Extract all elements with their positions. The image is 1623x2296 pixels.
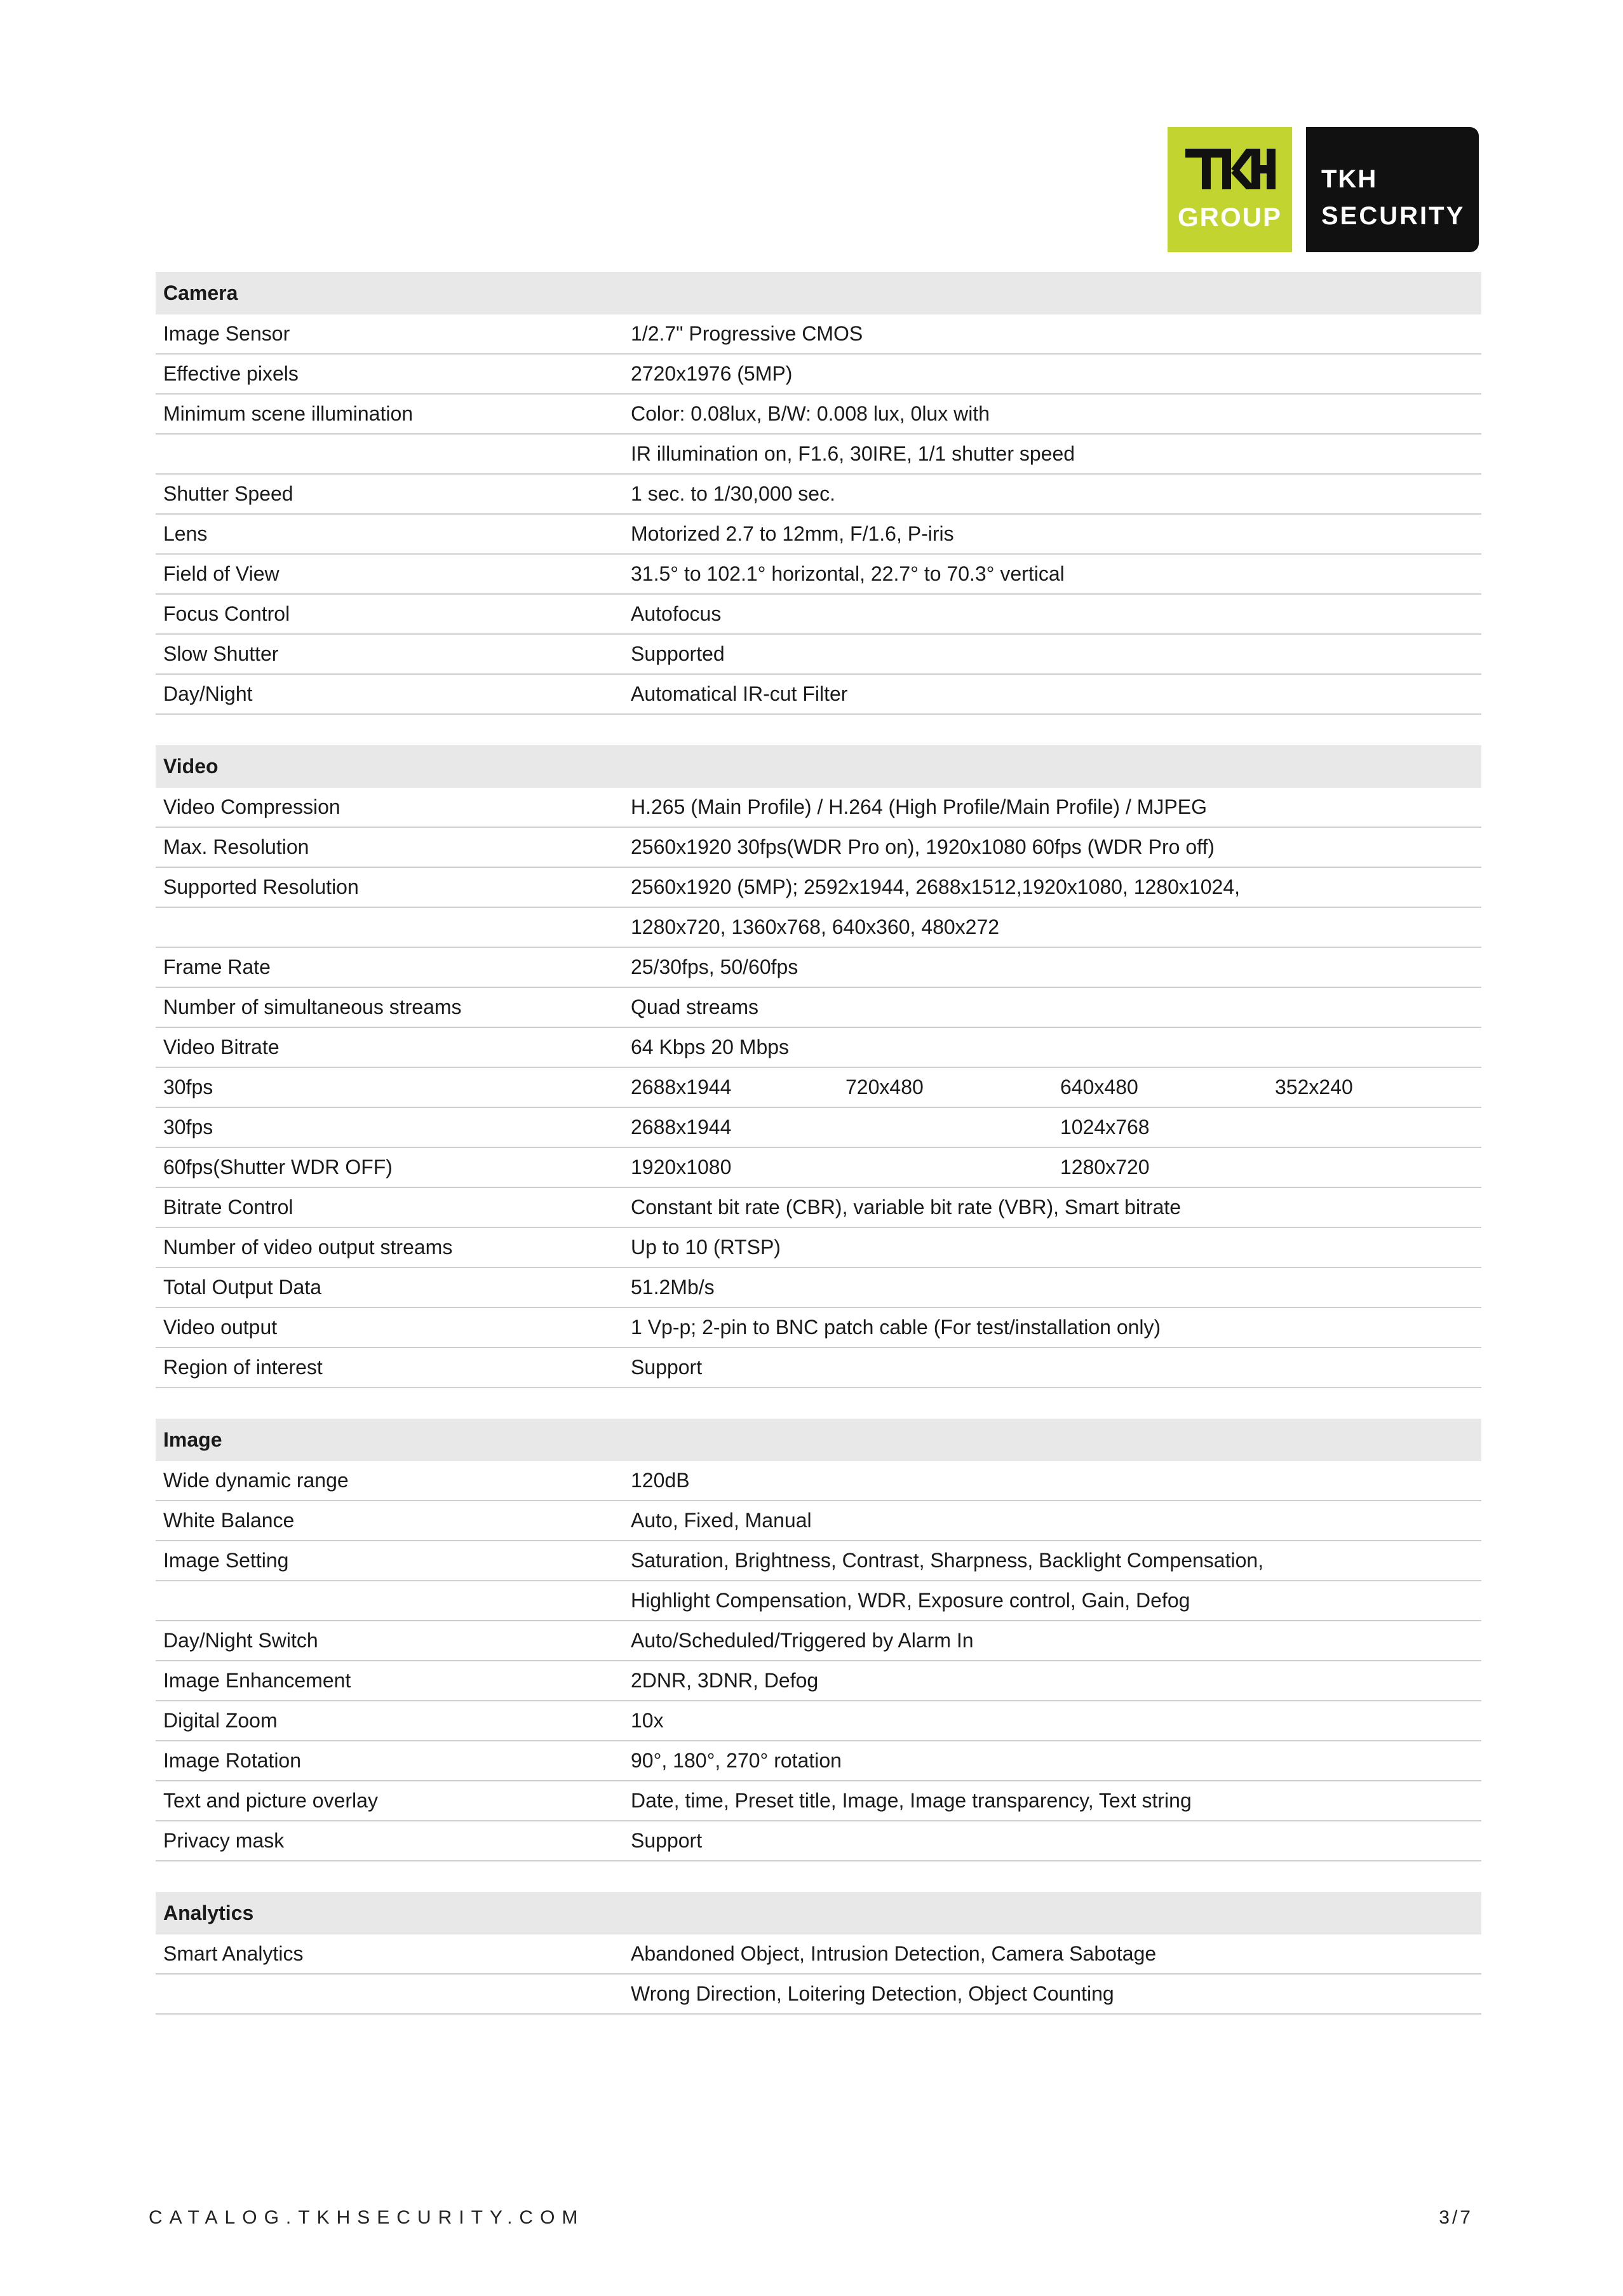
spec-label: Image Rotation bbox=[163, 1749, 302, 1772]
spec-row bbox=[156, 1348, 1481, 1388]
spec-value: 1 sec. to 1/30,000 sec. bbox=[631, 482, 835, 505]
spec-label: Frame Rate bbox=[163, 956, 271, 978]
spec-value: Motorized 2.7 to 12mm, F/1.6, P-iris bbox=[631, 522, 954, 545]
spec-label: Day/Night bbox=[163, 682, 253, 705]
spec-label: Image Setting bbox=[163, 1549, 289, 1572]
section-camera bbox=[156, 272, 1481, 715]
tkh-group-logo-block bbox=[1168, 127, 1292, 252]
spec-label: Wide dynamic range bbox=[163, 1469, 349, 1492]
spec-value: H.265 (Main Profile) / H.264 (High Profile/Main Profile) / MJPEG bbox=[631, 795, 1207, 818]
spec-label: 60fps(Shutter WDR OFF) bbox=[163, 1156, 393, 1178]
spec-value: 51.2Mb/s bbox=[631, 1276, 715, 1299]
spec-label: Max. Resolution bbox=[163, 835, 309, 858]
spec-label: Effective pixels bbox=[163, 362, 299, 385]
spec-row bbox=[156, 1781, 1481, 1821]
spec-row bbox=[156, 1581, 1481, 1621]
spec-value-col-3: 1024x768 bbox=[1060, 1116, 1150, 1138]
spec-label: Privacy mask bbox=[163, 1829, 285, 1852]
spec-row bbox=[156, 395, 1481, 435]
spec-row bbox=[156, 1501, 1481, 1541]
spec-value: Support bbox=[631, 1829, 703, 1852]
spec-value: Autofocus bbox=[631, 602, 722, 625]
spec-value: 2DNR, 3DNR, Defog bbox=[631, 1669, 819, 1692]
spec-row bbox=[156, 515, 1481, 555]
spec-label: 30fps bbox=[163, 1076, 213, 1098]
spec-value: 31.5° to 102.1° horizontal, 22.7° to 70.3° vertical bbox=[631, 562, 1065, 585]
spec-label: Number of simultaneous streams bbox=[163, 996, 462, 1018]
logo-brand-line2: SECURITY bbox=[1321, 202, 1465, 230]
spec-value: Saturation, Brightness, Contrast, Sharpness, Backlight Compensation, bbox=[631, 1549, 1264, 1572]
spec-row bbox=[156, 1188, 1481, 1228]
spec-row bbox=[156, 828, 1481, 868]
spec-value: Up to 10 (RTSP) bbox=[631, 1236, 781, 1259]
spec-label: Bitrate Control bbox=[163, 1196, 293, 1219]
spec-value: Automatical IR-cut Filter bbox=[631, 682, 848, 705]
spec-value: Wrong Direction, Loitering Detection, Object Counting bbox=[631, 1982, 1114, 2005]
spec-row bbox=[156, 635, 1481, 675]
spec-label: Minimum scene illumination bbox=[163, 402, 414, 425]
spec-value-col-3: 640x480 bbox=[1060, 1076, 1138, 1098]
spec-row bbox=[156, 435, 1481, 475]
spec-label: Video output bbox=[163, 1316, 278, 1339]
spec-row bbox=[156, 1068, 1481, 1108]
logo-brand-line1: TKH bbox=[1321, 165, 1378, 193]
spec-label: Total Output Data bbox=[163, 1276, 322, 1299]
section-header: Camera bbox=[156, 272, 1481, 314]
spec-label: Text and picture overlay bbox=[163, 1789, 378, 1812]
spec-row bbox=[156, 1541, 1481, 1581]
spec-label: Supported Resolution bbox=[163, 875, 359, 898]
spec-value: 90°, 180°, 270° rotation bbox=[631, 1749, 842, 1772]
spec-row bbox=[156, 868, 1481, 908]
spec-row bbox=[156, 1821, 1481, 1861]
footer-url: CATALOG.TKHSECURITY.COM bbox=[149, 2207, 585, 2228]
spec-row bbox=[156, 1461, 1481, 1501]
spec-row bbox=[156, 355, 1481, 395]
spec-value: Highlight Compensation, WDR, Exposure control, Gain, Defog bbox=[631, 1589, 1190, 1612]
spec-row bbox=[156, 1621, 1481, 1661]
tkh-mark-icon bbox=[1180, 140, 1279, 201]
spec-value: Date, time, Preset title, Image, Image transparency, Text string bbox=[631, 1789, 1192, 1812]
spec-row bbox=[156, 1975, 1481, 2015]
spec-row bbox=[156, 475, 1481, 515]
spec-label: Video Bitrate bbox=[163, 1036, 279, 1058]
spec-label: White Balance bbox=[163, 1509, 295, 1532]
spec-label: Day/Night Switch bbox=[163, 1629, 318, 1652]
spec-value: 2720x1976 (5MP) bbox=[631, 362, 793, 385]
tkh-logo bbox=[1168, 127, 1479, 252]
spec-label: Field of View bbox=[163, 562, 279, 585]
spec-value-col-1: 1920x1080 bbox=[631, 1156, 732, 1178]
spec-value: 1/2.7" Progressive CMOS bbox=[631, 322, 863, 345]
spec-value: Support bbox=[631, 1356, 703, 1379]
spec-value: Quad streams bbox=[631, 996, 758, 1018]
spec-row bbox=[156, 1028, 1481, 1068]
spec-row bbox=[156, 555, 1481, 595]
spec-row bbox=[156, 675, 1481, 715]
spec-label: Shutter Speed bbox=[163, 482, 293, 505]
spec-row bbox=[156, 1935, 1481, 1975]
section-header: Image bbox=[156, 1419, 1481, 1461]
spec-row bbox=[156, 1308, 1481, 1348]
spec-value: Color: 0.08lux, B/W: 0.008 lux, 0lux with bbox=[631, 402, 990, 425]
spec-row bbox=[156, 988, 1481, 1028]
spec-label: Lens bbox=[163, 522, 208, 545]
spec-label: Smart Analytics bbox=[163, 1942, 304, 1965]
tkh-security-logo-block bbox=[1306, 127, 1479, 252]
spec-label: Number of video output streams bbox=[163, 1236, 453, 1259]
spec-value: 120dB bbox=[631, 1469, 690, 1492]
spec-value: Constant bit rate (CBR), variable bit rate (VBR), Smart bitrate bbox=[631, 1196, 1182, 1219]
spec-value-col-3: 1280x720 bbox=[1060, 1156, 1150, 1178]
spec-row bbox=[156, 1108, 1481, 1148]
spec-row bbox=[156, 1228, 1481, 1268]
spec-row bbox=[156, 1661, 1481, 1701]
spec-label: Digital Zoom bbox=[163, 1709, 278, 1732]
spec-value: 10x bbox=[631, 1709, 664, 1732]
spec-label: Image Enhancement bbox=[163, 1669, 351, 1692]
spec-value-col-1: 2688x1944 bbox=[631, 1116, 732, 1138]
section-image bbox=[156, 1419, 1481, 1861]
spec-row bbox=[156, 1741, 1481, 1781]
spec-value: 2560x1920 (5MP); 2592x1944, 2688x1512,1920x1080, 1280x1024, bbox=[631, 875, 1240, 898]
spec-value: 1280x720, 1360x768, 640x360, 480x272 bbox=[631, 915, 1000, 938]
spec-value: Auto/Scheduled/Triggered by Alarm In bbox=[631, 1629, 974, 1652]
spec-row bbox=[156, 788, 1481, 828]
spec-value: 1 Vp-p; 2-pin to BNC patch cable (For test/installation only) bbox=[631, 1316, 1161, 1339]
spec-value: 2560x1920 30fps(WDR Pro on), 1920x1080 60fps (WDR Pro off) bbox=[631, 835, 1215, 858]
spec-value-col-4: 352x240 bbox=[1275, 1076, 1353, 1098]
spec-row bbox=[156, 1148, 1481, 1188]
page-number: 3/7 bbox=[1439, 2207, 1473, 2228]
spec-value: Auto, Fixed, Manual bbox=[631, 1509, 812, 1532]
spec-label: Slow Shutter bbox=[163, 642, 279, 665]
spec-value-col-1: 2688x1944 bbox=[631, 1076, 732, 1098]
section-video bbox=[156, 745, 1481, 1388]
spec-value: Supported bbox=[631, 642, 725, 665]
spec-value: Abandoned Object, Intrusion Detection, Camera Sabotage bbox=[631, 1942, 1157, 1965]
spec-label: Image Sensor bbox=[163, 322, 290, 345]
spec-row bbox=[156, 1268, 1481, 1308]
spec-label: Focus Control bbox=[163, 602, 290, 625]
spec-table bbox=[156, 272, 1481, 2045]
logo-group-text: GROUP bbox=[1177, 202, 1282, 232]
spec-label: Region of interest bbox=[163, 1356, 323, 1379]
section-header: Video bbox=[156, 745, 1481, 788]
spec-label: 30fps bbox=[163, 1116, 213, 1138]
spec-row bbox=[156, 595, 1481, 635]
section-analytics bbox=[156, 1892, 1481, 2015]
spec-label: Video Compression bbox=[163, 795, 340, 818]
spec-value: IR illumination on, F1.6, 30IRE, 1/1 shutter speed bbox=[631, 442, 1075, 465]
spec-row bbox=[156, 948, 1481, 988]
spec-row bbox=[156, 1701, 1481, 1741]
spec-row bbox=[156, 908, 1481, 948]
section-header: Analytics bbox=[156, 1892, 1481, 1935]
spec-value-col-2: 720x480 bbox=[845, 1076, 924, 1098]
spec-row bbox=[156, 314, 1481, 355]
spec-value: 25/30fps, 50/60fps bbox=[631, 956, 798, 978]
spec-value: 64 Kbps 20 Mbps bbox=[631, 1036, 790, 1058]
